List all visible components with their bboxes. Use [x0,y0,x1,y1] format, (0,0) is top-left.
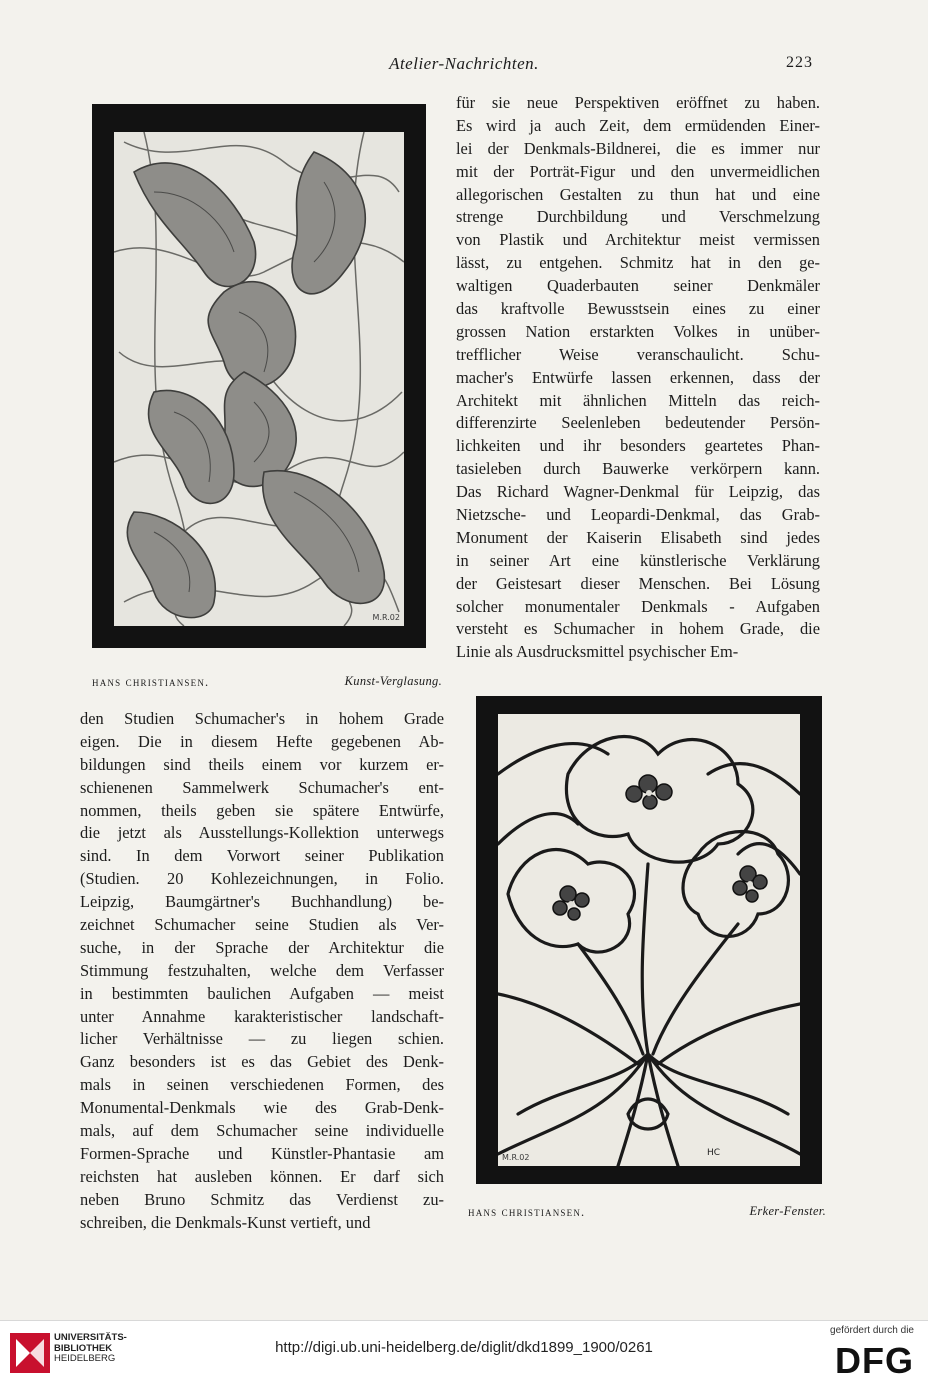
running-title: Atelier-Nachrichten. [389,54,539,73]
text-line: grossen Nation erstarkten Volkes in unüber- [456,321,820,341]
text-line: tasieleben durch Bauwerke verkörpern kann. [456,459,820,479]
text-line: nommen, theils geben sie spätere Entwürfe, [80,800,444,820]
text-line: lässt, zu entgehen. Schmitz hat in den ge- [456,253,820,273]
text-line: trefflicher Weise veranschaulicht. Schu- [456,344,820,364]
text-line: bildungen sind theils einem vor kurzem er- [80,754,444,774]
text-line: lichkeiten und ihr besonders geartetes Phan- [456,436,820,456]
text-line: eigen. Die in diesem Hefte gegebenen Ab- [80,731,444,751]
permalink-url[interactable]: http://digi.ub.uni-heidelberg.de/diglit/dkd1899_1900/0261 [275,1339,653,1356]
page-number: 223 [786,54,813,71]
artist-monogram: M.R.02 [372,613,400,622]
text-column-right-top [456,92,820,664]
text-line: der Geistesart dieser Menschen. Bei Lösung [456,573,820,593]
text-line: den Studien Schumacher's in hohem Grade [80,709,444,728]
text-line: die jetzt als Ausstellungs-Kollektion unterwegs [80,823,444,843]
text-line: allegorischen Gestalten zu thun hat und eine [456,184,820,204]
text-line: Es wird ja auch Zeit, dem ermüdenden Einer- [456,115,820,135]
text-line: zeichnet Schumacher seine Studien als Ver- [80,915,444,935]
text-line: neben Bruno Schmitz das Verdienst zu- [80,1189,444,1209]
text-line: in bestimmten baulichen Aufgaben — meist [80,983,444,1003]
stained-glass-ribbon-illustration [114,132,404,626]
text-line: von Plastik und Architektur meist vermissen [456,230,820,250]
text-line: Stimmung festzuhalten, welche dem Verfasser [80,960,444,980]
text-line: strenge Durchbildung und Verschmelzung [456,207,820,227]
text-line: Linie als Ausdrucksmittel psychischer Em- [456,642,739,662]
funding-label: gefördert durch die [830,1325,914,1336]
text-line: das kraftvolle Bewusstsein eines zu einer [456,299,820,319]
text-line: licher Verhältnisse — zu liegen schien. [80,1029,444,1049]
caption-left [92,675,442,691]
text-line: in seiner Art eine künstlerische Verklärung [456,550,820,570]
text-line: (Studien. 20 Kohlezeichnungen, in Folio. [80,869,444,889]
text-line: Nietzsche- und Leopardi-Denkmal, das Grab- [456,505,820,525]
text-line: sind. In dem Vorwort seiner Publikation [80,846,444,866]
artist-signature: HC [706,1148,720,1158]
caption-title-right: Erker-Fenster. [749,1204,826,1218]
text-line: versteht es Schumacher in hohem Grade, die [456,619,820,639]
caption-right [468,1205,826,1221]
caption-artist-left: hans christiansen. [92,675,210,689]
text-line: Monumental-Denkmals wie des Grab-Denk- [80,1098,444,1118]
library-line-3: HEIDELBERG [54,1353,116,1364]
text-line: Das Richard Wagner-Denkmal für Leipzig, das [456,482,820,502]
text-line: macher's Entwürfe lassen erkennen, dass der [456,367,820,387]
text-line: lei der Denkmals-Bildnerei, die es immer nur [456,138,820,158]
text-line: für sie neue Perspektiven eröffnet zu haben. [456,93,820,112]
text-line: Leipzig, Baumgärtner's Buchhandlung) be- [80,892,444,912]
figure-kunst-verglasung [92,104,426,648]
text-line: Monument der Kaiserin Elisabeth sind jedes [456,527,820,547]
text-line: Architekt mit ähnlichen Mitteln das reich- [456,390,820,410]
text-column-left-bottom [80,708,444,1234]
caption-title-left: Kunst-Verglasung. [344,674,442,688]
text-line: solcher monumentaler Denkmals - Aufgaben [456,596,820,616]
text-line: Formen-Sprache und Künstler-Phantasie am [80,1143,444,1163]
text-line: reichsten hat ausleben können. Er darf sich [80,1166,444,1186]
library-line-1: UNIVERSITÄTS- [54,1332,127,1343]
footer-bar [0,1320,928,1390]
text-line: suche, in der Sprache der Architektur die [80,937,444,957]
artist-monogram: M.R.02 [502,1153,530,1162]
dfg-logo: DFG [835,1340,914,1381]
text-line: mals in seinen verschiedenen Formen, des [80,1075,444,1095]
caption-artist-right: hans christiansen. [468,1205,586,1219]
library-line-2: BIBLIOTHEK [54,1342,113,1354]
text-line: mals, auf dem Schumacher seine individuelle [80,1121,444,1141]
text-line: schienenen Sammelwerk Schumacher's ent- [80,777,444,797]
figure-erker-fenster [476,696,822,1184]
text-line: unter Annahme karakteristischer landschaft- [80,1006,444,1026]
text-line: differenzirte Seelenleben bedeutender Persön- [456,413,820,433]
text-line: waltigen Quaderbauten seiner Denkmäler [456,276,820,296]
stained-glass-flower-illustration [498,714,800,1166]
text-line: Ganz besonders ist es das Gebiet des Denk- [80,1052,444,1072]
text-line: schreiben, die Denkmals-Kunst vertieft, und [80,1212,371,1232]
text-line: mit der Porträt-Figur und den unvermeidlichen [456,161,820,181]
